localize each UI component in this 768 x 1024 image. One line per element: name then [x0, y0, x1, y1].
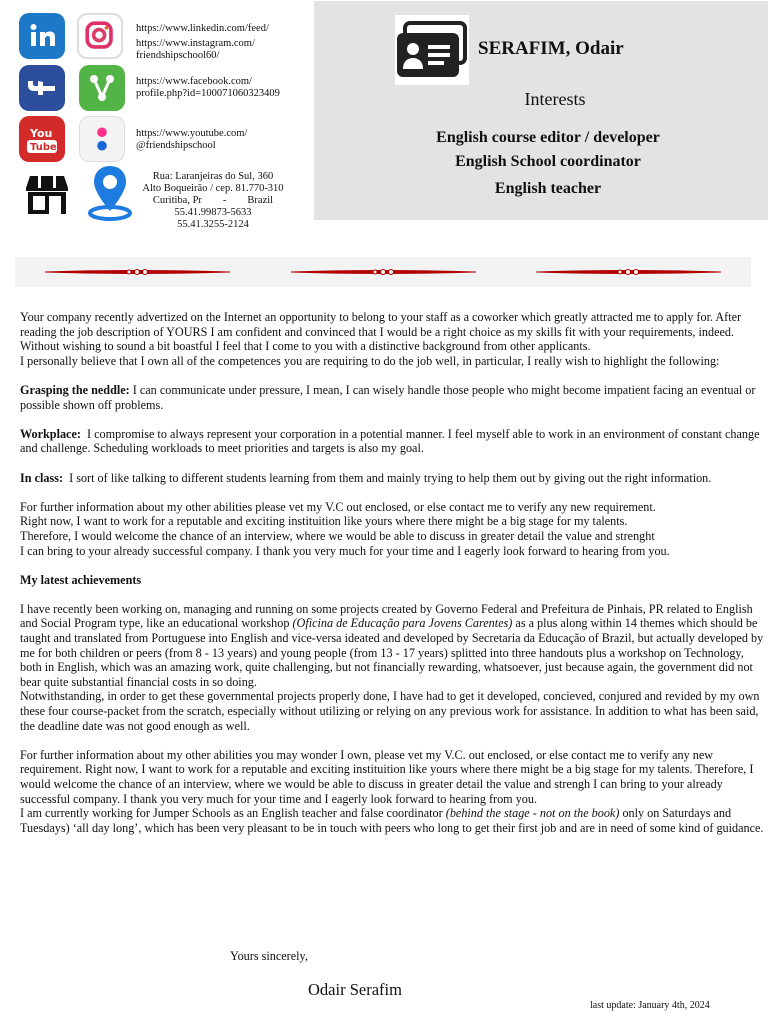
address-street: Rua: Laranjeiras do Sul, 360	[152, 171, 274, 182]
address-city: Curitiba, Pr - Brazil	[152, 195, 274, 206]
achievement-text: only on Saturdays and Tuesdays) ‘all day long’, which has been very pleasant to be in touch with peers who long to get their first job and are in need of some kind of guidance.	[20, 806, 764, 835]
youtube-link[interactable]	[136, 128, 247, 152]
competence-text: I can communicate under pressure, I mean, I can wisely handle those people who might become impatient facing an eventual or possible shown off problems.	[20, 382, 756, 412]
achievements-heading	[20, 573, 766, 588]
letter-paragraph: Without wishing to sound a bit boastful I feel that I come to you with a distinctive background from other applicants.	[20, 339, 591, 354]
achievement-paragraph	[20, 806, 766, 835]
letter-paragraph: Therefore, I would welcome the chance of an interview, where we would be able to discuss in greater detail the value and strenght	[20, 528, 655, 543]
achievements-title: My latest achievements	[20, 572, 142, 587]
youtube-icon[interactable]	[19, 116, 65, 162]
instagram-icon[interactable]	[77, 13, 123, 59]
interest-item: English School coordinator	[455, 153, 641, 170]
facebook-link[interactable]	[136, 76, 280, 100]
facebook-icon[interactable]	[19, 65, 65, 111]
last-update: last update: January 4th, 2024	[590, 1000, 710, 1011]
phone-landline: 55.41.3255-2124	[177, 219, 249, 230]
competence-workplace	[20, 427, 766, 456]
linkedin-link[interactable]: https://www.linkedin.com/feed/	[136, 23, 269, 34]
applicant-name: SERAFIM, Odair	[478, 38, 624, 59]
competence-title: In class:	[20, 470, 64, 485]
facebook-link-line1: https://www.facebook.com/	[136, 76, 252, 87]
salutation: Yours sincerely,	[230, 949, 308, 963]
achievement-paragraph: Notwithstanding, in order to get these governmental projects properly done, I have had to get it developed, concieved, conjured and revided by my own these four course-packet from the scratch, especially without utilizing or relying on any previous work for assistance. In addition to what has been said, the deadline date was not good enough as well.	[20, 689, 760, 733]
achievement-paragraph	[20, 602, 766, 690]
signature: Odair Serafim	[308, 980, 402, 999]
interest-item: English course editor / developer	[436, 129, 660, 146]
linkedin-icon[interactable]	[19, 13, 65, 59]
achievement-text: as a plus along within 14 themes which should be taught and translated from Portuguese into English and vice-versa ideated and developed by Secretaria da Educação of Brazil, but actually developed by me for both children or peers (from 8 - 13 years) and young people (from 13 - 17 years) splitted into three handouts plus a workshop on Technology, both in English, which was an amazing work, quite challenging, but not financially rewarding, whatsoever, just because again, the government did not bear quite substantial financial costs in so doing.	[20, 616, 764, 689]
competence-text: I compromise to always represent your corporation in a potential manner. I feel myself able to work in an environment of constant change and challenge. Scheduling workloads to meet priorities and targets is also my goal.	[20, 426, 763, 456]
competence-in-class	[20, 471, 766, 486]
instagram-link[interactable]	[136, 38, 255, 62]
interests-heading: Interests	[524, 89, 586, 109]
competence-title: Grasping the neddle:	[20, 382, 130, 397]
achievement-text: I have recently been working on, managing and running on some projects created by Governo Federal and Prefeitura de Pinhais, PR related to English and Social Program type, like an educational workshop	[20, 601, 753, 631]
instagram-link-line2: friendshipschool60/	[136, 50, 220, 61]
youtube-link-line1: https://www.youtube.com/	[136, 128, 248, 139]
achievement-paragraph: For further information about my other abilities you may wonder I own, please vet my V.C. out enclosed, or else contact me to verify any new requirement. Right now, I want to work for a reputable and exciting instituition like yours where there might be a big stage for my talents. Therefore, I would welcome the chance of an interview, where we would be able to discuss in greater detail the value and strengh I can bring to your already successful company. I thank you very much for your time and I eagerly look forward to hearing from you.	[20, 747, 754, 806]
achievement-italic: (behind the stage - not on the book)	[445, 806, 620, 821]
letter-paragraph: I personally believe that I own all of the competences you are requiring to do the job well, in particular, I really wish to highlight the following:	[20, 353, 720, 368]
address-district: Alto Boqueirão / cep. 81.770-310	[142, 183, 284, 194]
cover-letter-body	[20, 310, 766, 835]
postal-address	[128, 171, 298, 231]
svg-text:Tube: Tube	[30, 142, 57, 153]
phone-mobile: 55.41.99873-5633	[174, 207, 252, 218]
achievement-italic: (Oficina de Educação para Jovens Carentes)	[292, 616, 513, 631]
letter-paragraph: For further information about my other abilities please vet my V.C out enclosed, or else contact me to verify any new requirement.	[20, 499, 656, 514]
letter-paragraph: Right now, I want to work for a reputable and exciting instituition like yours where there might be a big stage for my talents.	[20, 514, 628, 529]
competence-title: Workplace:	[20, 426, 81, 441]
competence-text: I sort of like talking to different students learning from them and mainly trying to help them out by giving out the right information.	[63, 470, 712, 485]
competence-grasping	[20, 383, 766, 412]
instagram-link-line1: https://www.instagram.com/	[136, 38, 255, 49]
share-icon[interactable]	[79, 65, 125, 111]
achievement-text: I am currently working for Jumper Schools as an English teacher and false coordinator	[20, 806, 446, 821]
facebook-link-line2: profile.php?id=100071060323409	[136, 88, 280, 99]
ornamental-divider	[15, 257, 751, 287]
id-card-icon	[395, 15, 469, 85]
svg-text:You: You	[30, 127, 53, 140]
youtube-link-line2: @friendshipschool	[136, 140, 216, 151]
flickr-icon[interactable]	[79, 116, 125, 162]
letter-paragraph: Your company recently advertized on the Internet an opportunity to belong to your staff as a coworker which greatly attracted me to apply for. After reading the job description of YOURS I am confident and convinced that I would be a right choice as my skills fit with your requirements, indeed.	[20, 310, 742, 339]
interest-item: English teacher	[494, 180, 602, 197]
store-icon	[24, 172, 70, 218]
letter-paragraph: I can bring to your already successful company. I thank you very much for your time and I eagerly look forward to hearing from you.	[20, 543, 670, 558]
